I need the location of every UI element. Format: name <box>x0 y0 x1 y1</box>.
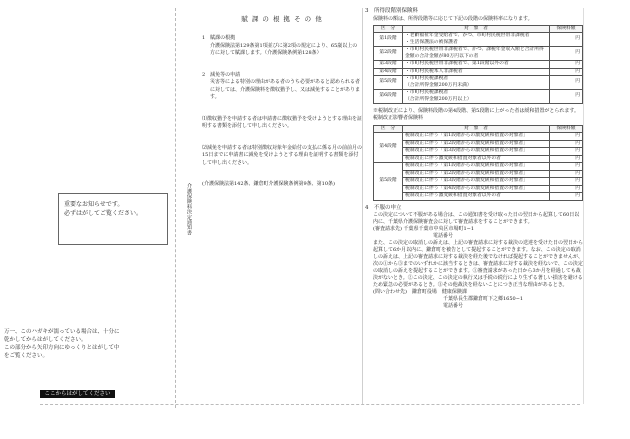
table-row <box>374 193 583 201</box>
row-label: 第4段階 <box>374 68 403 76</box>
group-label: 第4段階 <box>374 133 403 163</box>
row-label: 第2段階 <box>374 47 403 61</box>
right-margin-rule <box>583 8 584 404</box>
right-panel <box>365 8 583 404</box>
section-2-legal: (介護保険法第142条、鎌倉町介護保険条例第9条、第10条) <box>202 181 335 187</box>
col-target: 対 象 者 <box>403 25 550 33</box>
section-2-heading: 2 減免等の申請 <box>202 71 241 78</box>
row-desc: 税制改正に伴う「第2段階からの激変緩和措置の対象者」 <box>403 140 550 148</box>
col-amount: 保険料額 <box>550 25 583 33</box>
notice-box <box>58 193 168 245</box>
row-amount: 円 <box>550 47 583 61</box>
row-desc: ・市町村民税世帯非課税者で、第1段階以外の者 <box>403 61 550 69</box>
row-desc: ・市町村民税課税者 （合計所得金額200万円未満） <box>403 76 550 90</box>
row-desc: ・市町村民税課税者 （合計所得金額200万円以上） <box>403 90 550 104</box>
table-row <box>374 68 583 76</box>
middle-panel <box>202 8 363 404</box>
row-desc: 税制改正に伴う「第1段階からの激変緩和措置の対象者」 <box>403 133 550 141</box>
row-desc: 税制改正に伴う激変緩和措置対象者以外の者 <box>403 193 550 201</box>
row-desc: ・市町村民税本人非課税者 <box>403 68 550 76</box>
row-amount: 円 <box>550 33 583 47</box>
section-4-body-2: また、この決定の取消しの訴えは、上記の審査請求に対する裁決の送達を受けた日の翌日から起算して6か月以内に、鎌倉町を被告として提起することができます。なお、この決定の取消しの訴えは、上記の審査請求に対する裁決を経た後でなければ提起することができませんが、次の①から③までのいずれかに該当するときは、審査請求に対する裁決を経ないで、この決定の取消しの訴えを提起することができます。①審査請求があった日から3か月を経過しても裁決がないとき。②この決定、この決定の執行又は手続の続行により生ずる著しい損害を避けるため緊急の必要があるとき。③その他裁決を経ないことにつき正当な理由があるとき。 <box>373 240 584 289</box>
row-label: 第6段階 <box>374 90 403 104</box>
row-amount: 円 <box>550 61 583 69</box>
contact-address: 千葉県長生郡鎌倉町下之郷1650−1 <box>443 296 524 303</box>
row-amount: 円 <box>550 140 583 148</box>
section-1-heading: 1 賦課の根拠 <box>202 35 236 41</box>
peel-instruction: 万一、このハガキが濡っている場合は、十分に乾かしてからはがしてください。 この部分から矢印方向にゆっくりとはがして中をご覧ください。 <box>4 329 120 359</box>
contact-label: (問い合わせ先) 鎌倉町役場 健康保険課 <box>373 289 467 296</box>
row-desc: 税制改正に伴う「第1段階からの激変緩和措置の対象者」 <box>403 163 550 171</box>
row-amount: 円 <box>550 155 583 163</box>
tear-here-button[interactable]: ここからはがしてください <box>40 390 115 398</box>
row-desc: 税制改正に伴う激変緩和措置対象者以外の者 <box>403 155 550 163</box>
section-2-item-1: ⑴徴収猶予を申請する者は申請書に徴収猶予を受けようとする理由を証明する書類を添付して申し出ください。 <box>202 115 363 129</box>
row-amount: 円 <box>550 178 583 186</box>
section-1-body: 介護保険法第129条第1項並びに第2項の規定により、65歳以上の方に対して賦課します。（介護保険条例第128条） <box>210 42 358 56</box>
row-amount: 円 <box>550 193 583 201</box>
col-class: 区 分 <box>374 125 403 133</box>
contact-phone: 電話番号 <box>443 303 464 310</box>
row-desc: ・市町村民税世帯非課税者で、かつ、課税年金収入額と合計所得金額の合計金額が80万円以下の者 <box>403 47 550 61</box>
table-row <box>374 33 583 47</box>
vertical-title: 介護保険料決定通知書 <box>186 183 192 235</box>
row-label: 第5段階 <box>374 76 403 90</box>
row-amount: 円 <box>550 76 583 90</box>
table-row <box>374 185 583 193</box>
row-amount: 円 <box>550 90 583 104</box>
tax-reform-note: ※税制改正により、保険料段階の第4段階、第5段階に上がった者は緩和措置がとられます。 <box>373 108 579 115</box>
row-label: 第3段階 <box>374 61 403 69</box>
row-desc: ・老齢福祉年金受給者で、かつ、市町村民税世帯非課税者 ・生活保護法の被保護者 <box>403 33 550 47</box>
row-amount: 円 <box>550 163 583 171</box>
table-row <box>374 90 583 104</box>
row-amount: 円 <box>550 185 583 193</box>
fold-line <box>40 404 580 405</box>
middle-title: 賦 課 の 根 拠 そ の 他 <box>241 15 323 23</box>
section-4-phone: 電話番号 <box>433 233 454 240</box>
table-row <box>374 155 583 163</box>
table-row <box>374 76 583 90</box>
section-4-body: この決定について不服がある場合は、この通知書を受け取った日の翌日から起算して60日以内に、千葉県介護保険審査会に対して審査請求をすることができます。 <box>373 212 580 226</box>
tax-reform-subheading: 税制改正影響者保険料 <box>373 115 424 122</box>
group-label: 第5段階 <box>374 163 403 201</box>
table-row <box>374 170 583 178</box>
table-row <box>374 61 583 69</box>
notice-text: 重要なお知らせです。 必ずはがしてご覧ください。 <box>64 201 143 217</box>
tax-reform-table-header <box>374 125 583 133</box>
section-3-intro: 保険料の額は、所得段階等に応じて下記の段階の保険料率になります。 <box>373 15 533 22</box>
table-row <box>374 148 583 156</box>
row-desc: 税制改正に伴う「第3段階からの激変緩和措置の対象者」 <box>403 148 550 156</box>
premium-table <box>373 25 583 105</box>
tax-reform-table <box>373 125 583 201</box>
premium-table-header <box>374 25 583 33</box>
table-row <box>374 133 583 141</box>
table-row <box>374 140 583 148</box>
section-4-address: (審査請求先) 千葉県千葉市中央区市場町1−1 <box>373 226 475 233</box>
row-amount: 円 <box>550 133 583 141</box>
table-row <box>374 178 583 186</box>
row-amount: 円 <box>550 148 583 156</box>
section-2-body: 災害等による特別の理由がある者のうち必要があると認められる者に対しては、介護保険料を徴収猶予し、又は減免することがあります。 <box>210 79 361 100</box>
col-amount: 保険料額 <box>550 125 583 133</box>
table-row <box>374 47 583 61</box>
row-amount: 円 <box>550 68 583 76</box>
row-desc: 税制改正に伴う「第2段階からの激変緩和措置の対象者」 <box>403 170 550 178</box>
row-label: 第1段階 <box>374 33 403 47</box>
row-desc: 税制改正に伴う「第4段階からの激変緩和措置の対象者」 <box>403 185 550 193</box>
section-4-heading: 4 不服の申立 <box>365 204 402 211</box>
table-row <box>374 163 583 171</box>
row-amount: 円 <box>550 170 583 178</box>
col-class: 区 分 <box>374 25 403 33</box>
col-target: 対 象 者 <box>403 125 550 133</box>
section-2-item-2: ⑵減免を申請する者は特別徴収対象年金給付の支払に係る月の前前月の15日までに申請書に減免を受けようとする理由を証明する書類を添付して申し出ください。 <box>202 144 363 166</box>
row-desc: 税制改正に伴う「第3段階からの激変緩和措置の対象者」 <box>403 178 550 186</box>
section-3-heading: 3 所得段階別保険料 <box>365 8 418 14</box>
